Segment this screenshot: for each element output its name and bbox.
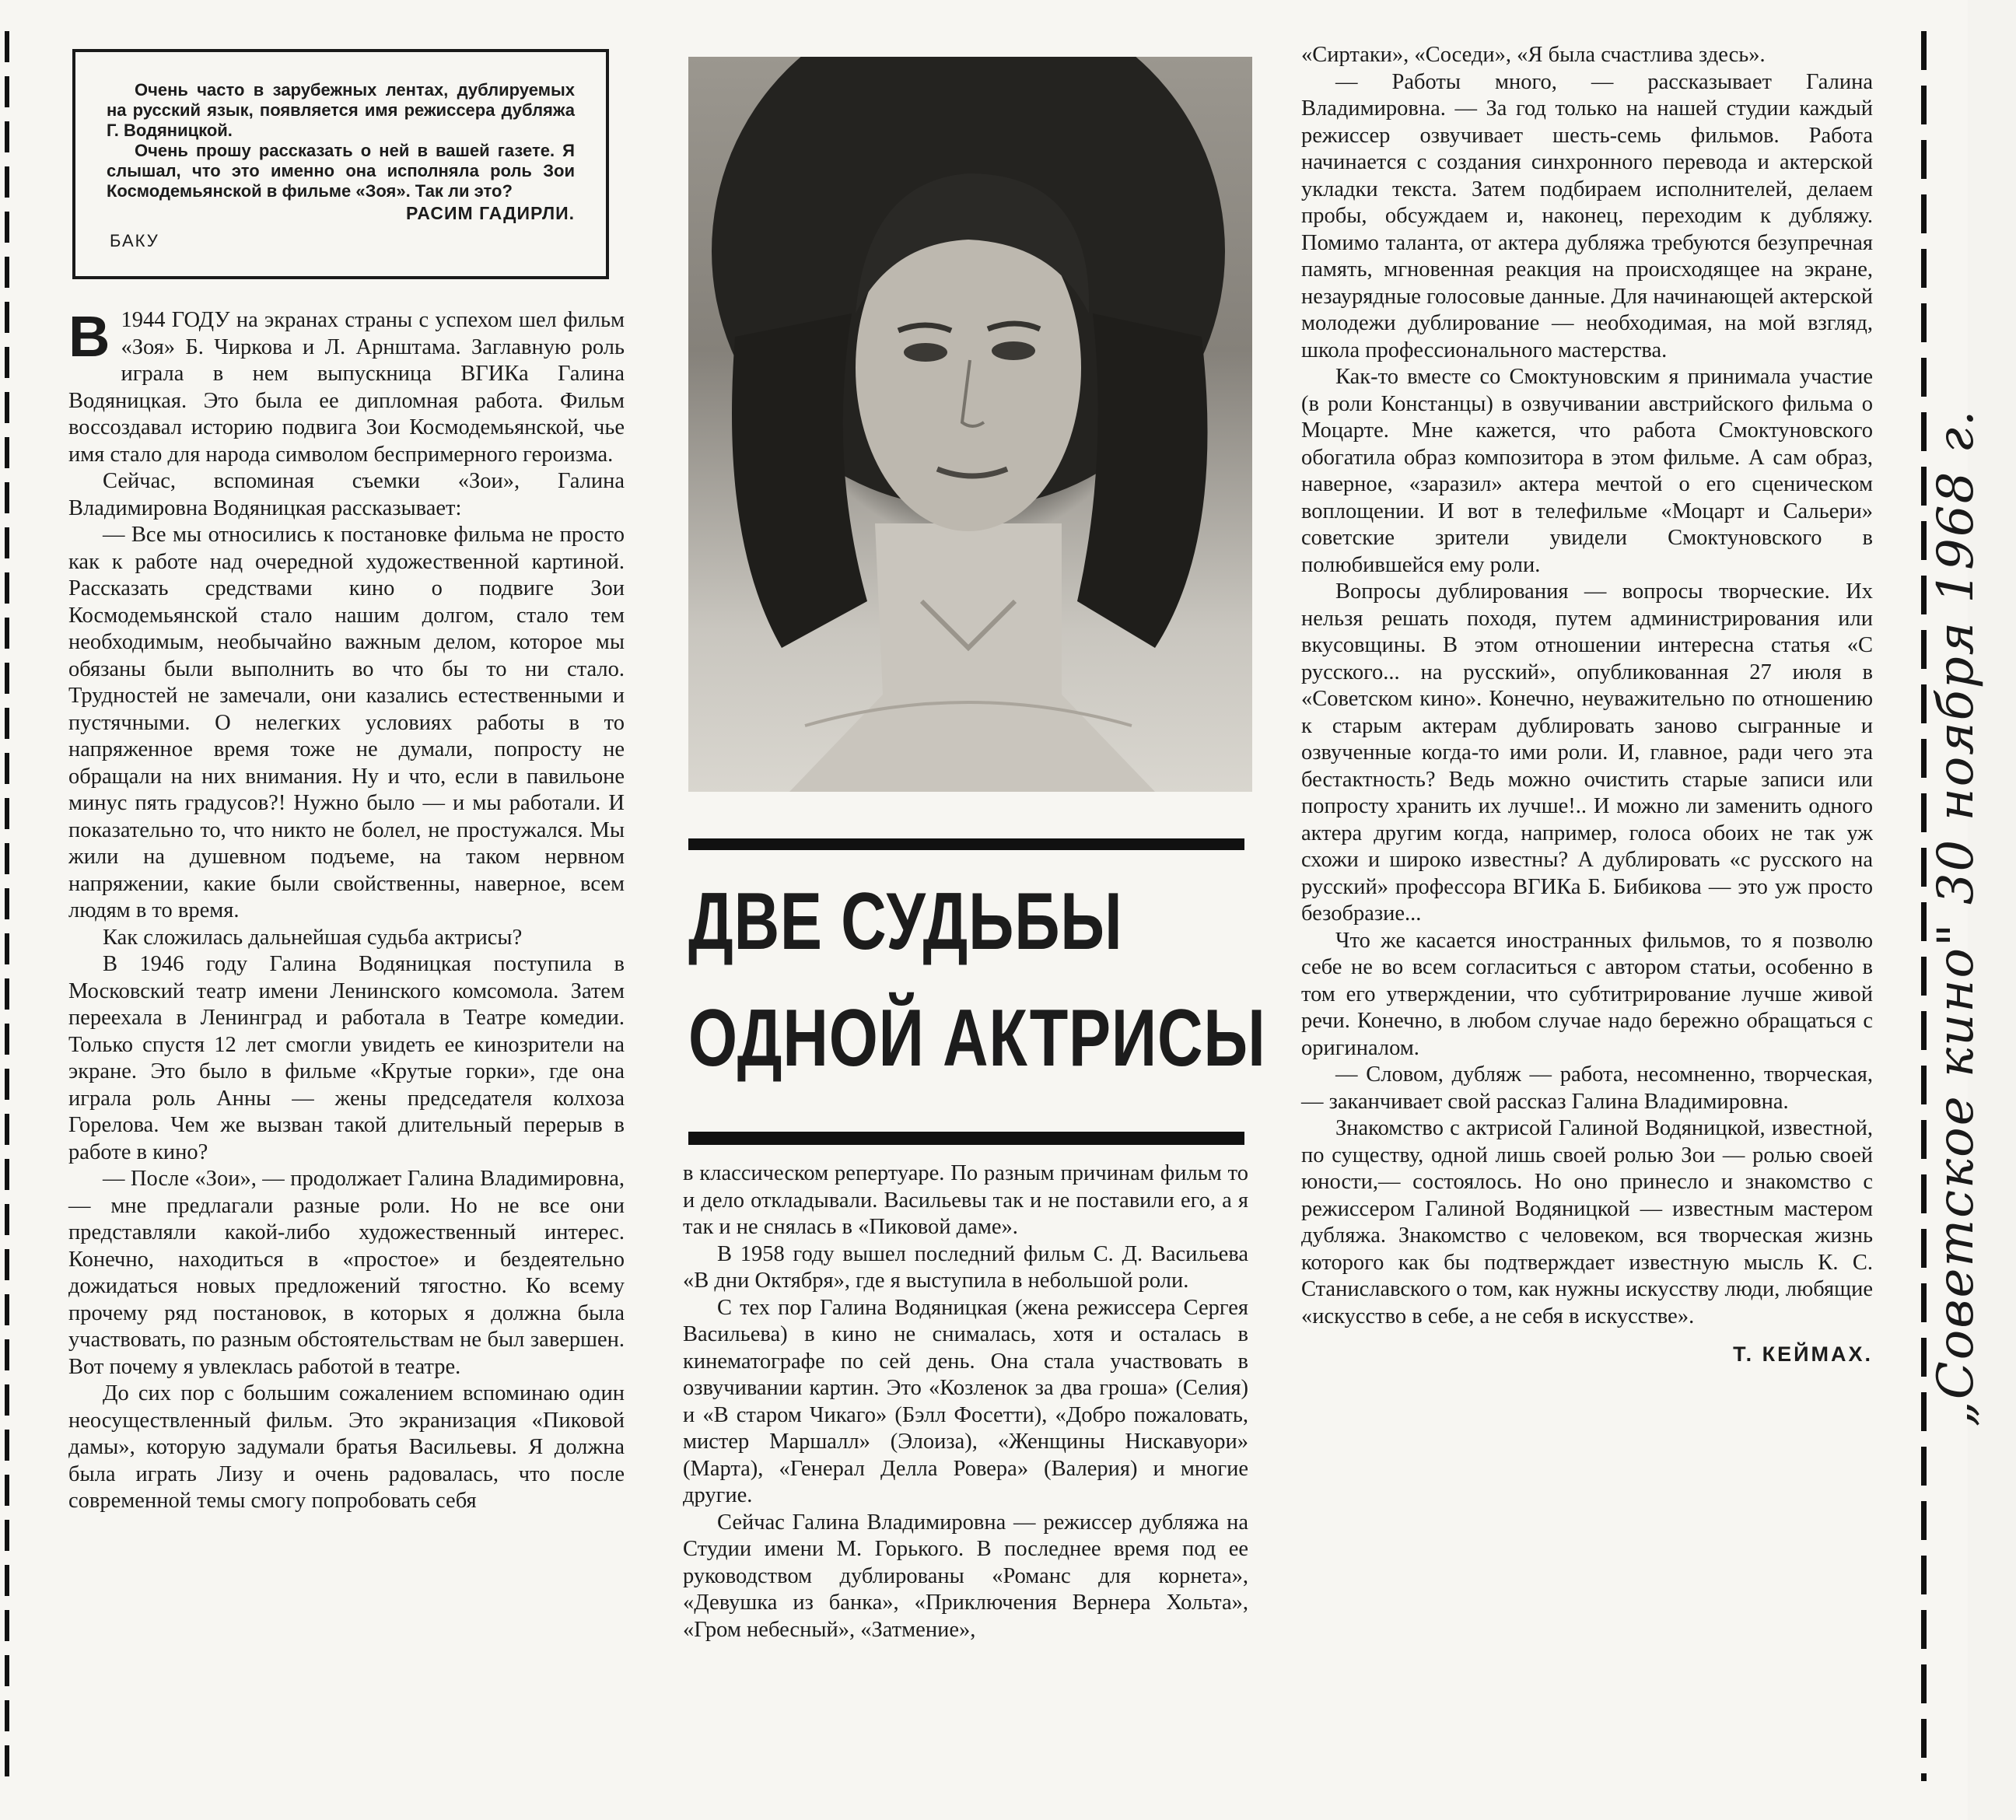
column1-paragraph-1 (68, 304, 625, 468)
headline-rule-bottom (688, 1132, 1244, 1145)
column1-paragraph-5: В 1946 году Галина Водяницкая поступила в Московский театр имени Ленинского комсомола. Затем переехала в Ленинград и работала в Театре комедии. Только спустя 12 лет смогли увидеть ее кинозрители на экране. Это было в фильме «Крутые горки», где она играла роль Анны — жены председателя колхоза Горелова. Чем же вызван такой длительный перерыв в работе в кино? (68, 952, 625, 1164)
column2-paragraph-3: С тех пор Галина Водяницкая (жена режиссера Сергея Васильева) в кино не снималась, хотя и осталась в кинематографе по сей день. Она стала участвовать в озвучивании картин. Это «Козленок за два гроша» (Селия) и «В старом Чикаго» (Бэлл Фосетти), «Добро пожаловать, мистер Маршалл» (Элоиза), «Женщины Нискавуори» (Марта), «Генерал Делла Ровера» (Валерия) и многие другие. (683, 1295, 1248, 1507)
column3-paragraph-1: «Сиртаки», «Соседи», «Я была счастлива здесь». (1301, 43, 1766, 67)
letter-city: БАКУ (110, 231, 159, 250)
headline-line-1: ДВЕ СУДЬБЫ (688, 877, 1123, 967)
letter-paragraph-1: Очень часто в зарубежных лентах, дублируемых на русский язык, появляется имя режиссера дубляжа Г. Водяницкой. (107, 80, 575, 140)
column2-paragraph-4: Сейчас Галина Владимировна — режиссер дубляжа на Студии имени М. Горького. В последнее время под ее руководством дублированы «Романс для корнета», «Девушка из банка», «Приключения Вернера Хольта», «Гром небесный», «Затмение», (683, 1510, 1248, 1642)
reader-letter-box (72, 49, 609, 279)
portrait-photo (688, 57, 1252, 792)
column1-paragraph-4: Как сложилась дальнейшая судьба актрисы? (103, 925, 523, 950)
column2-paragraph-1: в классическом репертуаре. По разным причинам фильм то и дело откладывали. Васильевы так и не поставили его, а я так и не снялась в «Пиковой даме». (683, 1161, 1248, 1239)
column1-paragraph-3: — Все мы относились к постановке фильма не просто как к работе над очередной художественной картиной. Рассказать средствами кино о подвиге Зои Космодемьянской стало нашим долгом, стало тем необходимым, необычайно важным делом, которое мы обязаны были выполнить во что бы то ни стало. Трудностей не замечали, они казались естественными и пустячными. О нелегких условиях работы в то напряженное время тоже не думали, попросту не обращали на них внимания. Ну и что, если в павильоне минус пять градусов?! Нужно было — и мы работали. И показательно то, что никто не болел, не простужался. Мы жили на душевном подъеме, на таком нервном напряжении, какие были свойственны, наверное, всем людям в то время. (68, 523, 625, 922)
headline-rule-top (688, 838, 1244, 850)
dropcap-letter: В (68, 304, 110, 369)
headline-line-2: ОДНОЙ АКТРИСЫ (688, 993, 1266, 1083)
letter-signature: РАСИМ ГАДИРЛИ. (406, 203, 575, 223)
article-column-1 (68, 304, 625, 1515)
letter-paragraph-2: Очень прошу рассказать о ней в вашей газете. Я слышал, что это именно она исполняла роль Зои Космодемьянской в фильме «Зоя». Так ли это? (107, 141, 575, 201)
column2-paragraph-2: В 1958 году вышел последний фильм С. Д. Васильева «В дни Октября», где я выступила в небольшой роли. (683, 1241, 1248, 1293)
handwritten-source-text: „Советское кино" 30 ноября 1968 г. (1927, 408, 1985, 1427)
clipping-border-left (5, 31, 9, 1781)
column3-paragraph-6: — Словом, дубляж — работа, несомненно, творческая, — заканчивает свой рассказ Галина Владимировна. (1301, 1062, 1873, 1114)
column3-paragraph-2: — Работы много, — рассказывает Галина Владимировна. — За год только на нашей студии каждый режиссер озвучивает шесть-семь фильмов. Работа начинается с создания синхронного перевода и актерской укладки текста. Затем подбираем исполнителей, делаем пробы, обсуждаем и, наконец, переходим к дубляжу. Помимо таланта, от актера дубляжа требуются безупречная память, мгновенная реакция на происходящее на экране, незаурядные голосовые данные. Для начинающей актерской молодежи дублирование — необходимая, на мой взгляд, школа профессионального мастерства. (1301, 69, 1873, 362)
handwritten-source-note (1927, 408, 1987, 1427)
column1-paragraph-7: До сих пор с большим сожалением вспоминаю один неосуществленный фильм. Это экранизация «Пиковой дамы», которую задумали братья Васильевы. Я должна была играть Лизу и очень радовалась, что после современной темы смогу попробовать себя (68, 1381, 625, 1513)
column3-paragraph-4: Вопросы дублирования — вопросы творческие. Их нельзя решать походя, путем администрирования или вкусовщины. В этом отношении интересна статья «С русского... на русский», опубликованная 27 июля в «Советском кино». Конечно, неуважительно по отношению к старым актерам дублировать заново сыгранные и озвученные когда-то ими роли. И, главное, ради чего эта бестактность? Ведь можно очистить старые записи или попросту хранить их лучше!.. И можно ли заменить одного актера другим когда, например, голоса обоих не так уж схожи и широко известны? А дублировать «с русского на русский» профессора ВГИКа Б. Бибикова — это уж просто безобразие... (1301, 579, 1873, 926)
column1-paragraph-1-text: 1944 ГОДУ на экранах страны с успехом шел фильм «Зоя» Б. Чиркова и Л. Арнштама. Заглавную роль играла в нем выпускница ВГИКа Галина Водяницкая. Это была ее дипломная работа. Фильм воссоздавал историю подвига Зои Космодемьянской, чье имя стало для народа символом беспримерного героизма. (68, 308, 625, 467)
article-column-2 (683, 1160, 1248, 1643)
column3-paragraph-7: Знакомство с актрисой Галиной Водяницкой, известной, по существу, одной лишь своей ролью Зои — ролью своей юности,— состоялось. Но оно принесло и знакомство с режиссером Галиной Водяницкой — известным мастером дубляжа. Знакомство с человеком, вся творческая жизнь которого как бы подтверждает известную мысль К. С. Станиславского о том, как нужны искусству люди, любящие «искусство в себе, а не себя в искусстве». (1301, 1116, 1873, 1328)
clipping-border-right (1921, 31, 1927, 1781)
column3-paragraph-5: Что же касается иностранных фильмов, то я позволю себе не во всем согласиться с автором статьи, особенно в том его утверждении, что субтитрирование лучше живой речи. Конечно, в любом случае надо бережно обращаться с оригиналом. (1301, 928, 1873, 1060)
article-headline (688, 863, 1266, 1097)
author-signature: Т. КЕЙМАХ. (1733, 1342, 1873, 1366)
portrait-drawing (688, 57, 1252, 792)
column3-paragraph-3: Как-то вместе со Смоктуновским я принимала участие (в роли Констанцы) в озвучивании австрийского фильма о Моцарте. Мне кажется, что работа Смоктуновского обогатила образ композитора в этом фильме. А сам образ, наверное, «заразил» актера мечтой о его сценическом воплощении. И вот в телефильме «Моцарт и Сальери» советские зрители увидели Смоктуновского в полюбившейся ему роли. (1301, 365, 1873, 577)
article-column-3 (1301, 42, 1873, 1368)
column1-paragraph-6: — После «Зои», — продолжает Галина Владимировна,— мне предлагали разные роли. Но не все они представляли какой-либо художественный интерес. Конечно, находиться в «простое» и бездеятельно дожидаться новых предложений тягостно. Ко всему прочему ряд постановок, в которых я должна была участвовать, по разным обстоятельствам не был завершен. Вот почему я увлеклась работой в театре. (68, 1167, 625, 1379)
column1-paragraph-2: Сейчас, вспоминая съемки «Зои», Галина Владимировна Водяницкая рассказывает: (68, 469, 625, 520)
